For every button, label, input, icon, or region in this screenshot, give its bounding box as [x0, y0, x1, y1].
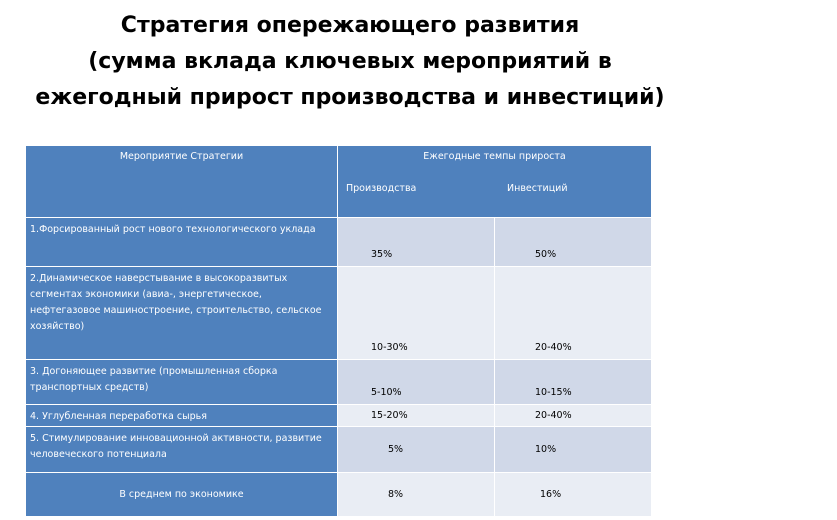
row-production: 35%: [338, 218, 495, 267]
row-label: 3. Догоняющее развитие (промышленная сборка транспортных средств): [26, 360, 338, 405]
row-label: 2.Динамическое наверстывание в высокоразвитых сегментах экономики (авиа-, энергетическое, нефтегазовое машиностроение, строительство, сельское хозяйство): [26, 267, 338, 360]
row-investment: 10%: [495, 427, 652, 473]
header-investment: Инвестиций: [507, 183, 568, 194]
row-investment: 20-40%: [495, 267, 652, 360]
table-row: [26, 267, 652, 360]
title-line-1: Стратегия опережающего развития: [120, 13, 580, 38]
strategy-table: [25, 145, 652, 517]
row-label: 5. Стимулирование инновационной активности, развитие человеческого потенциала: [26, 427, 338, 473]
table-row: [26, 405, 652, 427]
header-measure: Мероприятие Стратегии: [26, 146, 338, 218]
row-label: 4. Углубленная переработка сырья: [26, 405, 338, 427]
title-line-2: (сумма вклада ключевых мероприятий в: [88, 49, 612, 74]
row-investment: 20-40%: [495, 405, 652, 427]
header-production: Производства: [346, 183, 417, 194]
row-production: 15-20%: [338, 405, 495, 427]
table-row: [26, 218, 652, 267]
table-row: [26, 360, 652, 405]
row-investment: 10-15%: [495, 360, 652, 405]
title-line-3: ежегодный прирост производства и инвестиций): [35, 85, 665, 110]
row-label: 1.Форсированный рост нового технологического уклада: [26, 218, 338, 267]
table-header-row: [26, 146, 652, 218]
row-production: 5%: [338, 427, 495, 473]
header-growth-group: [338, 146, 652, 218]
table-row: [26, 427, 652, 473]
row-production: 5-10%: [338, 360, 495, 405]
table-row: [26, 473, 652, 517]
page-title: [0, 8, 700, 116]
row-investment: 16%: [495, 473, 652, 517]
row-label: В среднем по экономике: [26, 473, 338, 517]
row-production: 10-30%: [338, 267, 495, 360]
header-growth-rates: Ежегодные темпы прироста: [423, 151, 566, 162]
row-investment: 50%: [495, 218, 652, 267]
row-production: 8%: [338, 473, 495, 517]
